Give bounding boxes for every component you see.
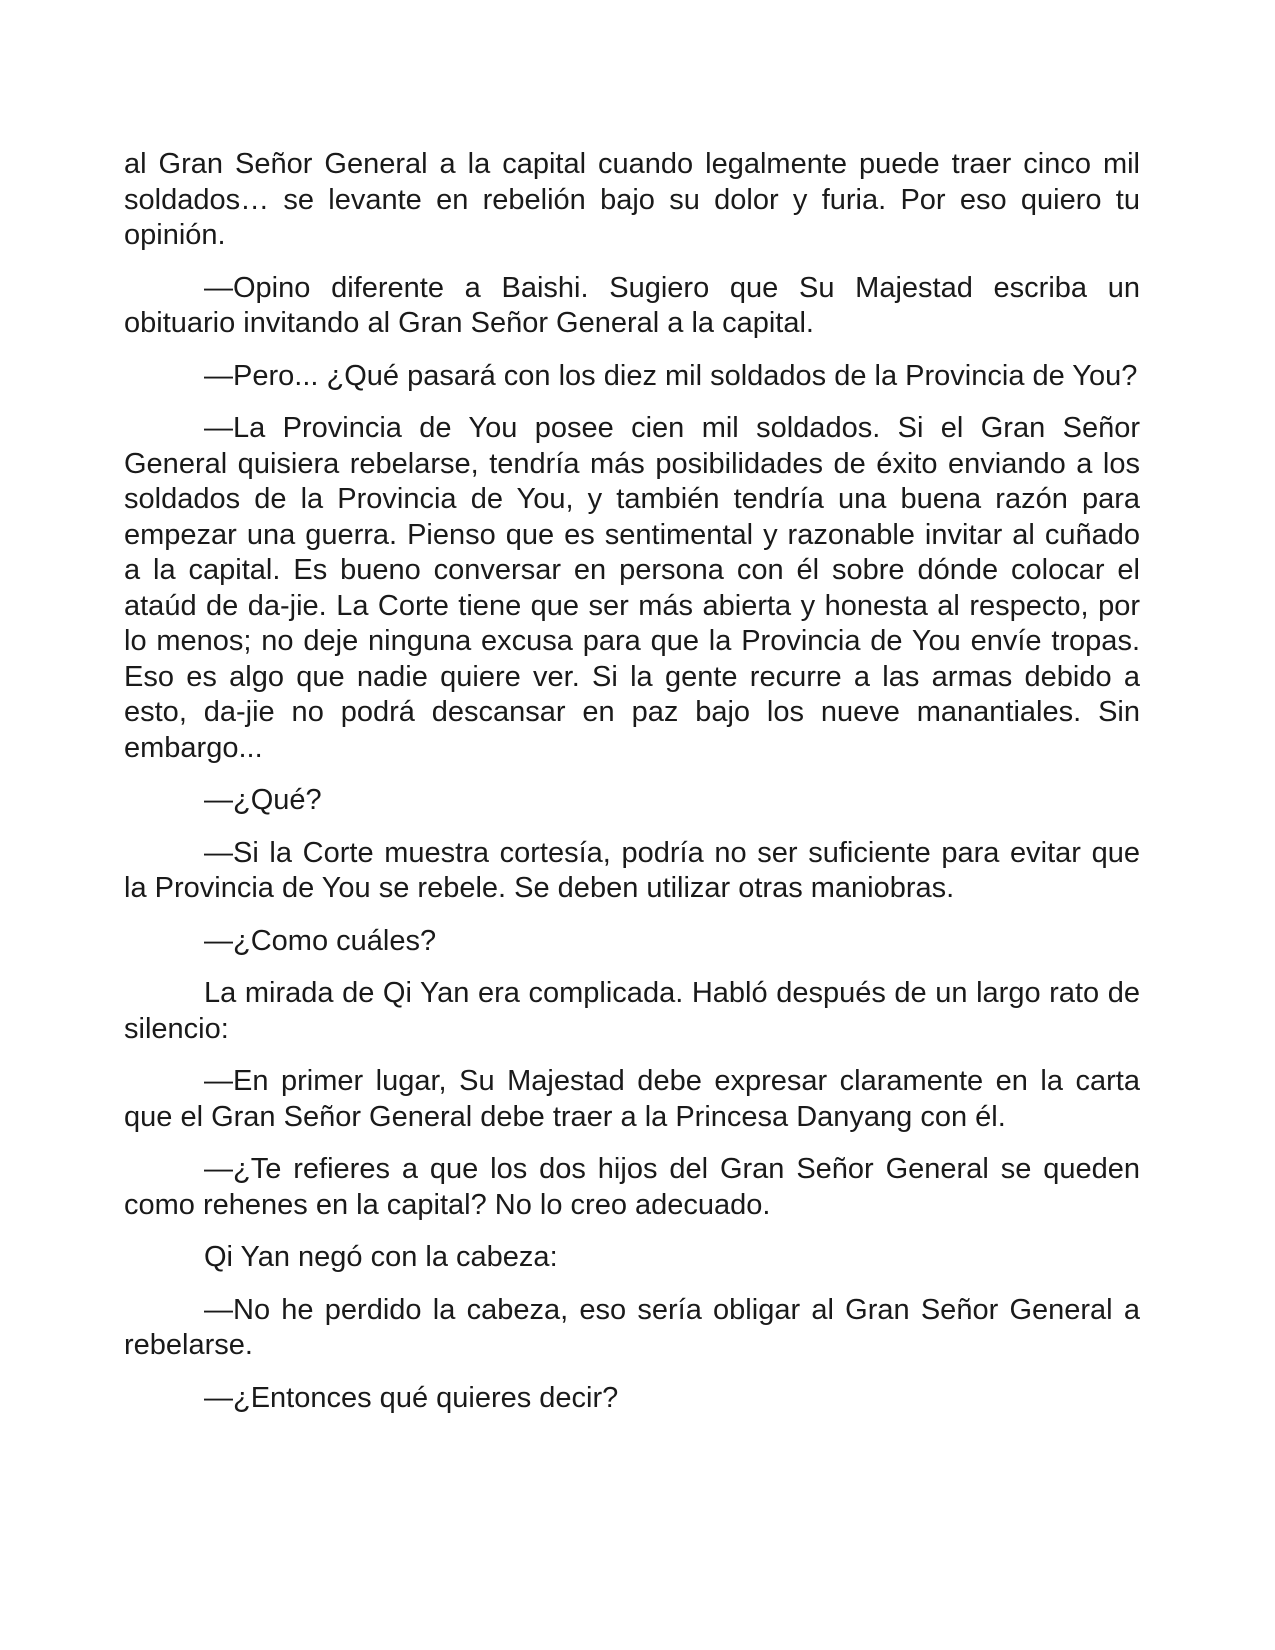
paragraph-5: —¿Qué?	[204, 784, 322, 816]
paragraph-6: —Si la Corte muestra cortesía, podría no ser suficiente para evitar que la Provincia de You se rebele. Se deben utilizar otras maniobras.	[124, 836, 1140, 904]
paragraph-9: —En primer lugar, Su Majestad debe expresar claramente en la carta que el Gran Señor General debe traer a la Princesa Danyang con él.	[124, 1065, 1140, 1133]
document-body	[124, 147, 1140, 1433]
paragraph-8: La mirada de Qi Yan era complicada. Habló después de un largo rato de silencio:	[124, 977, 1140, 1045]
paragraph-10: —¿Te refieres a que los dos hijos del Gran Señor General se queden como rehenes en la capital? No lo creo adecuado.	[124, 1153, 1140, 1221]
paragraph-4: —La Provincia de You posee cien mil soldados. Si el Gran Señor General quisiera rebelarse, tendría más posibilidades de éxito enviando a los soldados de la Provincia de You, y también tendría una buena razón para empezar una guerra. Pienso que es sentimental y razonable invitar al cuñado a la capital. Es bueno conversar en persona con él sobre dónde colocar el ataúd de da-jie. La Corte tiene que ser más abierta y honesta al respecto, por lo menos; no deje ninguna excusa para que la Provincia de You envíe tropas. Eso es algo que nadie quiere ver. Si la gente recurre a las armas debido a esto, da-jie no podrá descansar en paz bajo los nueve manantiales. Sin embargo...	[124, 412, 1140, 764]
paragraph-12: —No he perdido la cabeza, eso sería obligar al Gran Señor General a rebelarse.	[124, 1293, 1140, 1361]
paragraph-2: —Opino diferente a Baishi. Sugiero que Su Majestad escriba un obituario invitando al Gran Señor General a la capital.	[124, 271, 1140, 339]
paragraph-3: —Pero... ¿Qué pasará con los diez mil soldados de la Provincia de You?	[204, 359, 1138, 392]
paragraph-13: —¿Entonces qué quieres decir?	[204, 1381, 619, 1414]
paragraph-11: Qi Yan negó con la cabeza:	[204, 1241, 558, 1273]
paragraph-1: al Gran Señor General a la capital cuando legalmente puede traer cinco mil soldados… se levante en rebelión bajo su dolor y furia. Por eso quiero tu opinión.	[124, 148, 1140, 251]
paragraph-7: —¿Como cuáles?	[204, 924, 437, 957]
